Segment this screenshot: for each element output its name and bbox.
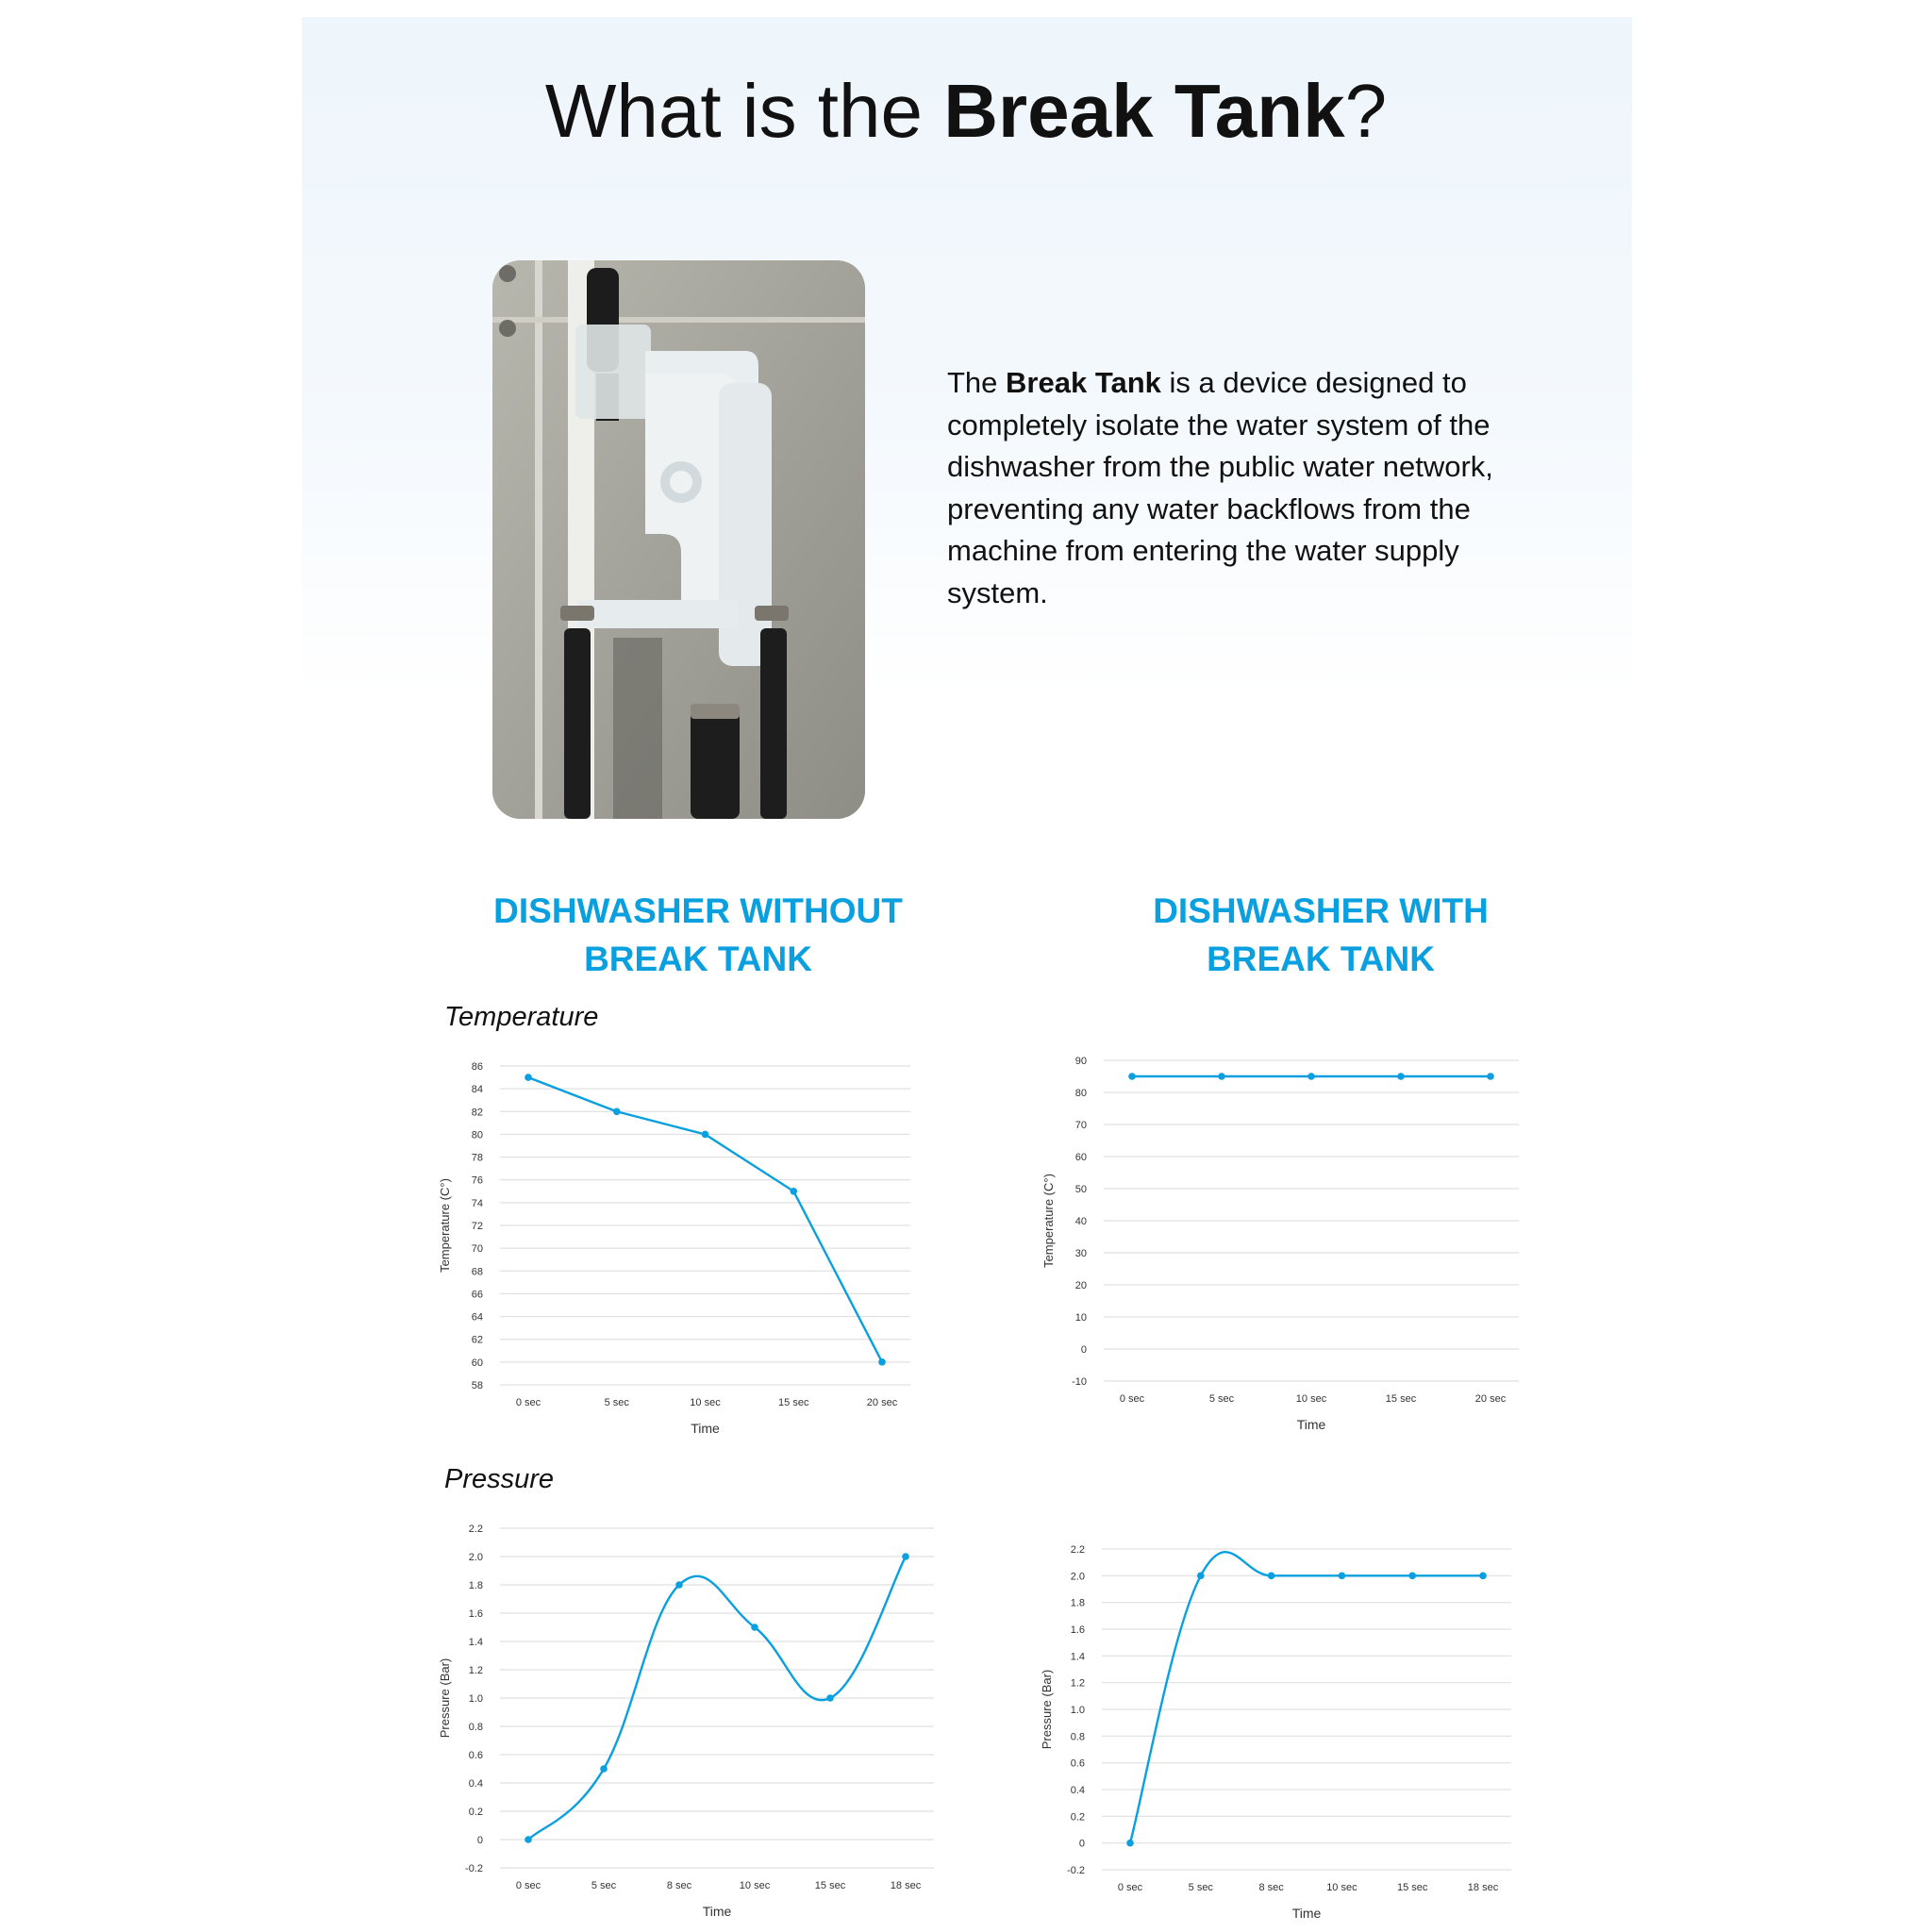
pressure-with-ytick-label: 1.6 xyxy=(1070,1624,1085,1636)
pressure-without-ytick-label: 1.8 xyxy=(468,1580,483,1591)
temp-with-xtick-label: 10 sec xyxy=(1295,1393,1327,1405)
pressure-without-ytick-label: 2.0 xyxy=(468,1552,483,1563)
pressure-with-data-point xyxy=(1408,1573,1416,1580)
description-prefix: The xyxy=(947,366,1007,399)
pressure-with-ytick-label: 0.4 xyxy=(1070,1785,1085,1796)
temp-without-ytick-label: 58 xyxy=(471,1380,483,1391)
pressure-with-ytick-label: 2.0 xyxy=(1070,1571,1085,1583)
temp-without-ytick-label: 86 xyxy=(471,1061,483,1073)
pressure-without-ytick-label: 0.6 xyxy=(468,1750,483,1761)
pressure-without-ytick-label: 1.4 xyxy=(468,1637,483,1648)
pressure-with-data-point xyxy=(1479,1573,1487,1580)
temp-with-xtick-label: 15 sec xyxy=(1385,1393,1417,1405)
pressure-without-xtick-label: 10 sec xyxy=(739,1880,771,1891)
temp-with-ytick-label: 30 xyxy=(1074,1248,1087,1259)
pressure-without-xtick-label: 8 sec xyxy=(666,1880,692,1891)
temp-without-ytick-label: 62 xyxy=(471,1334,483,1346)
pressure-without-yaxis-title: Pressure (Bar) xyxy=(438,1657,452,1739)
pressure-with-ytick-label: 0.8 xyxy=(1070,1731,1085,1743)
temp-with-ytick-label: 10 xyxy=(1074,1312,1087,1324)
pressure-with-ytick-label: -0.2 xyxy=(1067,1865,1085,1876)
temp-without-ytick-label: 80 xyxy=(471,1129,483,1141)
temp-with-ytick-label: -10 xyxy=(1072,1376,1087,1388)
pressure-without-xtick-label: 15 sec xyxy=(814,1880,846,1891)
temp-with-yaxis-title: Temperature (C°) xyxy=(1041,1174,1056,1268)
temp-without-ytick-label: 70 xyxy=(471,1243,483,1256)
pressure-with-series-line xyxy=(1130,1552,1483,1843)
pressure-with-ytick-label: 1.2 xyxy=(1070,1677,1085,1690)
pressure-with-data-point xyxy=(1126,1840,1134,1847)
title-bold: Break Tank xyxy=(943,69,1345,153)
temp-without-xtick-label: 20 sec xyxy=(866,1397,898,1408)
temp-without-xtick-label: 5 sec xyxy=(604,1397,629,1408)
pressure-with-data-point xyxy=(1197,1573,1205,1580)
pressure-with-data-point xyxy=(1268,1573,1275,1580)
pressure-with-ytick-label: 0.6 xyxy=(1070,1757,1085,1770)
temp-with-xaxis-title: Time xyxy=(1296,1417,1326,1432)
temp-with-ytick-label: 50 xyxy=(1074,1184,1087,1195)
pressure-with-data-point xyxy=(1339,1573,1346,1580)
pressure-with-ytick-label: 1.4 xyxy=(1070,1651,1085,1663)
pressure-with-xtick-label: 5 sec xyxy=(1188,1882,1213,1893)
title-suffix: ? xyxy=(1344,69,1388,153)
temp-with-ytick-label: 0 xyxy=(1080,1344,1087,1356)
pressure-with-xtick-label: 15 sec xyxy=(1396,1882,1428,1893)
pressure-without-ytick-label: 0 xyxy=(476,1835,483,1846)
pressure-without-ytick-label: 0.8 xyxy=(468,1722,483,1733)
temp-with-ytick-label: 40 xyxy=(1074,1216,1087,1227)
pressure-with-xtick-label: 0 sec xyxy=(1117,1882,1143,1893)
temp-without-ytick-label: 84 xyxy=(471,1084,483,1096)
temp-without-xtick-label: 0 sec xyxy=(515,1397,541,1408)
section-label-pressure: Pressure xyxy=(444,1464,555,1494)
temp-without-ytick-label: 64 xyxy=(471,1311,483,1324)
pressure-with-ytick-label: 0 xyxy=(1078,1838,1085,1850)
pressure-without-xtick-label: 0 sec xyxy=(515,1880,541,1891)
column-heading-without-line1: DISHWASHER WITHOUT xyxy=(493,891,903,930)
temp-with-xtick-label: 20 sec xyxy=(1474,1393,1507,1405)
column-heading-with-line2: BREAK TANK xyxy=(1207,940,1435,978)
temp-without-ytick-label: 72 xyxy=(471,1221,483,1232)
pressure-without-ytick-label: 2.2 xyxy=(468,1524,483,1535)
pressure-without-ytick-label: 1.0 xyxy=(468,1693,483,1705)
temp-with-xtick-label: 0 sec xyxy=(1119,1393,1145,1405)
temp-without-ytick-label: 66 xyxy=(471,1289,483,1301)
temp-with-ytick-label: 80 xyxy=(1074,1088,1087,1099)
pressure-with-ytick-label: 1.8 xyxy=(1070,1597,1085,1609)
pressure-with-xaxis-title: Time xyxy=(1291,1906,1322,1921)
temp-without-xaxis-title: Time xyxy=(691,1421,720,1436)
pressure-without-xaxis-title: Time xyxy=(702,1904,732,1919)
temp-with-ytick-label: 70 xyxy=(1074,1120,1087,1131)
temp-without-xtick-label: 15 sec xyxy=(778,1397,809,1408)
temp-without-yaxis-title: Temperature (C°) xyxy=(438,1178,452,1273)
pressure-with-yaxis-title: Pressure (Bar) xyxy=(1040,1669,1054,1750)
temp-without-ytick-label: 78 xyxy=(471,1152,483,1164)
temp-without-ytick-label: 60 xyxy=(471,1357,483,1369)
temp-without-ytick-label: 74 xyxy=(471,1197,483,1209)
pressure-with-xtick-label: 18 sec xyxy=(1467,1882,1499,1893)
description-text: is a device designed to completely isolate the water system of the dishwasher from the public water network, preventing any water backflows from the machine from entering the water supply system. xyxy=(947,366,1493,609)
temp-without-ytick-label: 76 xyxy=(471,1174,483,1187)
title-prefix: What is the xyxy=(544,69,944,153)
pressure-with-xtick-label: 10 sec xyxy=(1326,1882,1357,1893)
pressure-without-ytick-label: 1.2 xyxy=(468,1665,483,1676)
pressure-without-ytick-label: 1.6 xyxy=(468,1608,483,1620)
pressure-with-xtick-label: 8 sec xyxy=(1258,1882,1284,1893)
description-bold: Break Tank xyxy=(1006,366,1161,399)
temp-with-ytick-label: 90 xyxy=(1074,1056,1087,1067)
pressure-without-xtick-label: 5 sec xyxy=(591,1880,617,1891)
temp-with-xtick-label: 5 sec xyxy=(1208,1393,1235,1405)
pressure-with-ytick-label: 0.2 xyxy=(1070,1811,1085,1824)
pressure-without-ytick-label: 0.2 xyxy=(468,1807,483,1818)
temp-with-ytick-label: 60 xyxy=(1074,1152,1087,1163)
column-heading-with-line1: DISHWASHER WITH xyxy=(1153,891,1489,930)
pressure-without-ytick-label: -0.2 xyxy=(465,1863,483,1874)
pressure-with-ytick-label: 1.0 xyxy=(1070,1705,1085,1716)
pressure-with-ytick-label: 2.2 xyxy=(1070,1544,1085,1556)
pressure-without-ytick-label: 0.4 xyxy=(468,1778,483,1790)
section-label-temperature: Temperature xyxy=(444,1002,599,1032)
column-heading-without-line2: BREAK TANK xyxy=(584,940,812,978)
temp-without-ytick-label: 82 xyxy=(471,1107,483,1119)
temp-with-ytick-label: 20 xyxy=(1074,1280,1087,1291)
pressure-without-xtick-label: 18 sec xyxy=(890,1880,922,1891)
temp-without-ytick-label: 68 xyxy=(471,1266,483,1278)
temp-without-xtick-label: 10 sec xyxy=(690,1397,721,1408)
